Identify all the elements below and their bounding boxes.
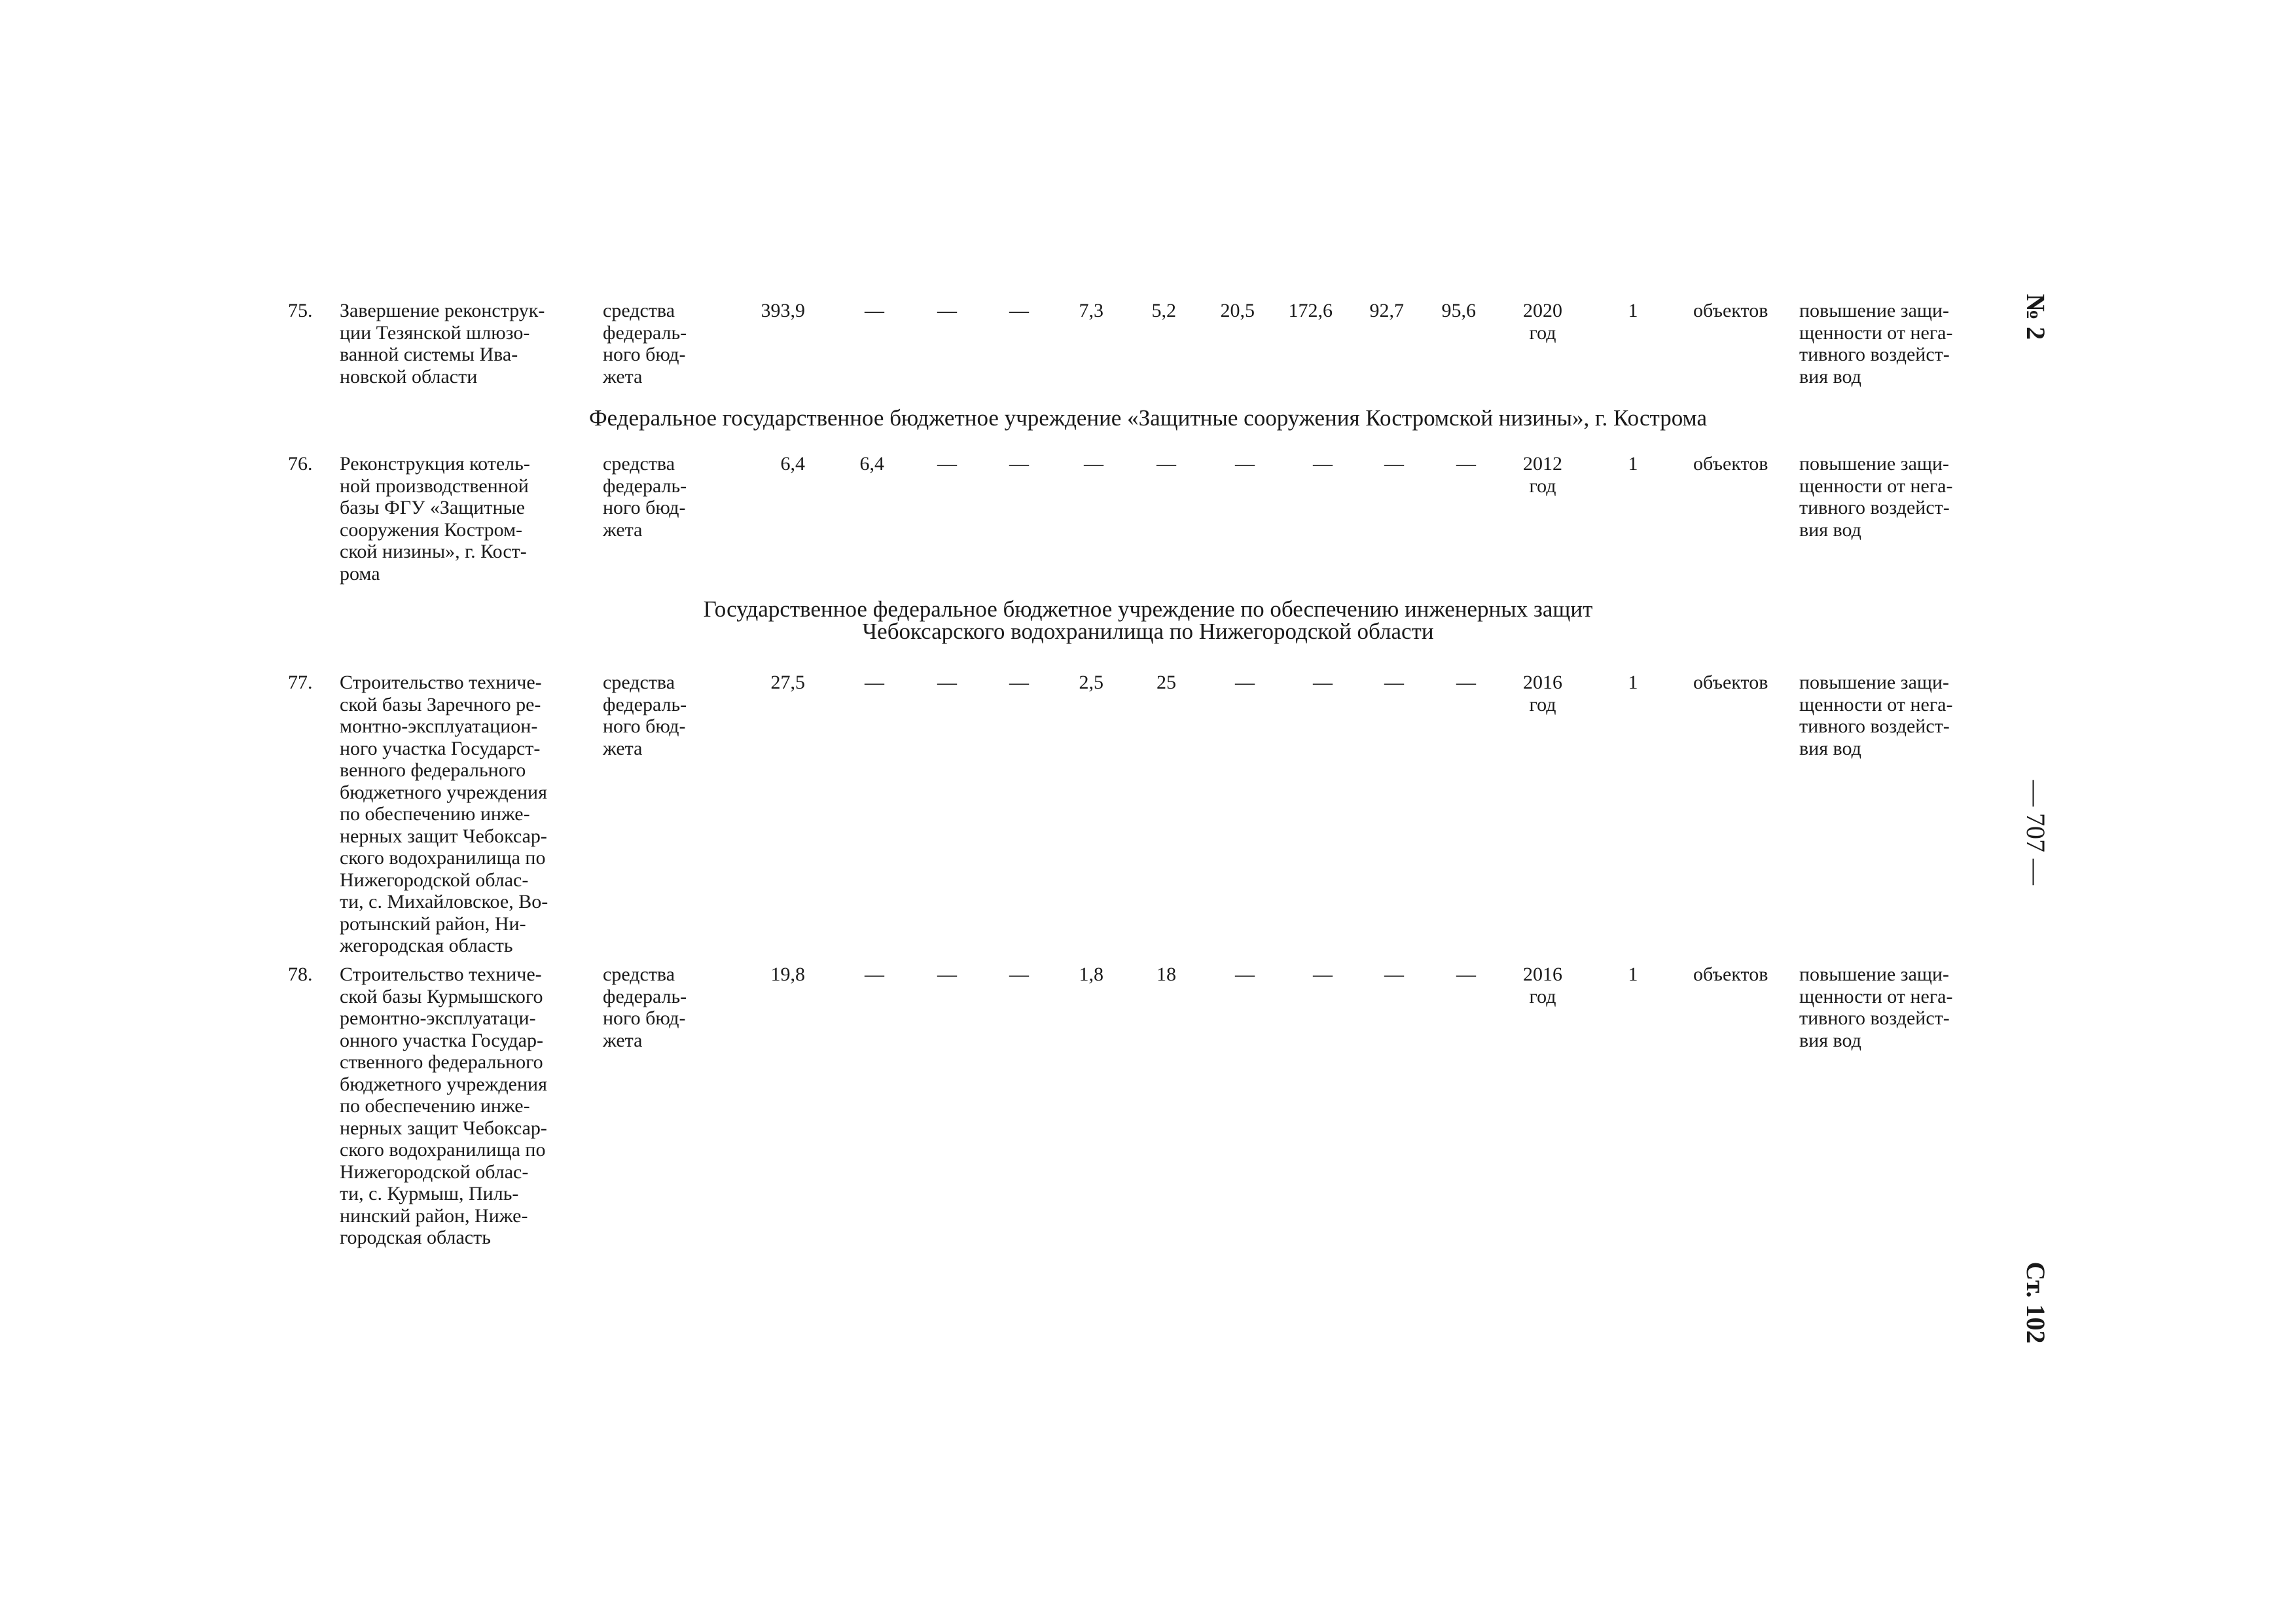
funding-value: 6,4 (859, 453, 884, 475)
page-number: — 707 — (2021, 780, 2051, 885)
measure-name-line: ванной системы Ива- (340, 344, 518, 365)
funding-value: — (1456, 964, 1476, 985)
expected-result-line: щенности от нега- (1799, 985, 1953, 1007)
funding-value: 20,5 (1220, 300, 1255, 321)
funding-source-line: жета (603, 365, 643, 388)
row-number: 77. (288, 672, 313, 693)
expected-result-line: тивного воздейст- (1799, 344, 1950, 365)
unit-label: объектов (1693, 453, 1768, 475)
measure-name-line: бюджетного учреждения (340, 781, 547, 803)
expected-result-line: повышение защи- (1799, 300, 1950, 321)
section-heading: Федеральное государственное бюджетное учреждение «Защитные сооружения Костромской низины», г. Кострома (589, 405, 1707, 431)
funding-value: — (1157, 453, 1176, 475)
funding-value: — (1313, 964, 1333, 985)
funding-value: 172,6 (1288, 300, 1333, 321)
measure-name-line: ской низины», г. Кост- (340, 541, 527, 562)
unit-label: объектов (1693, 300, 1768, 321)
funding-value: 18 (1157, 964, 1176, 985)
funding-value: 393,9 (761, 300, 805, 321)
expected-result-line: повышение защи- (1799, 964, 1950, 985)
object-count: 1 (1628, 672, 1638, 693)
measure-name-line: бюджетного учреждения (340, 1073, 547, 1095)
funding-source-line: средства (603, 964, 675, 985)
measure-name-line: нинский район, Ниже- (340, 1204, 528, 1227)
measure-name-line: по обеспечению инже- (340, 803, 530, 825)
measure-name-line: нерных защит Чебоксар- (340, 825, 547, 847)
funding-value: — (1313, 672, 1333, 693)
funding-source-line: федераль- (603, 475, 687, 497)
row-number: 75. (288, 300, 313, 321)
measure-name-line: ного участка Государст- (340, 737, 541, 759)
funding-value: — (1313, 453, 1333, 475)
funding-value: 1,8 (1079, 964, 1103, 985)
funding-value: 2,5 (1079, 672, 1103, 693)
completion-year: год (1529, 475, 1556, 497)
funding-value: — (937, 964, 957, 985)
funding-value: — (1456, 672, 1476, 693)
funding-value: 95,6 (1441, 300, 1476, 321)
measure-name-line: нерных защит Чебоксар- (340, 1117, 547, 1139)
issue-number: № 2 (2021, 293, 2051, 340)
measure-name-line: ской базы Заречного ре- (340, 693, 541, 715)
row-number: 76. (288, 453, 313, 475)
section-heading: Чебоксарского водохранилища по Нижегородской области (862, 619, 1434, 644)
measure-name-line: Нижегородской облас- (340, 1161, 529, 1183)
measure-name-line: онного участка Государ- (340, 1029, 543, 1051)
article-number: Ст. 102 (2021, 1261, 2051, 1344)
object-count: 1 (1628, 453, 1638, 475)
funding-source-line: средства (603, 453, 675, 475)
funding-value: 5,2 (1151, 300, 1176, 321)
object-count: 1 (1628, 964, 1638, 985)
funding-source-line: ного бюд- (603, 344, 686, 365)
measure-name-line: ной производственной (340, 475, 529, 497)
funding-value: — (1456, 453, 1476, 475)
funding-source-line: федераль- (603, 985, 687, 1007)
funding-value: — (1009, 300, 1029, 321)
completion-year: год (1529, 321, 1556, 344)
expected-result-line: тивного воздейст- (1799, 1007, 1950, 1029)
funding-value: — (1009, 672, 1029, 693)
measure-name-line: новской области (340, 365, 478, 388)
measure-name-line: ции Тезянской шлюзо- (340, 321, 530, 344)
completion-year: 2020 (1523, 300, 1562, 321)
measure-name-line: монтно-эксплуатацион- (340, 715, 538, 737)
expected-result-line: щенности от нега- (1799, 475, 1953, 497)
funding-value: — (937, 453, 957, 475)
funding-value: — (1009, 453, 1029, 475)
expected-result-line: тивного воздейст- (1799, 715, 1950, 737)
measure-name-line: ственного федерального (340, 1051, 543, 1073)
funding-value: — (1084, 453, 1103, 475)
completion-year: 2012 (1523, 453, 1562, 475)
funding-value: 92,7 (1369, 300, 1404, 321)
completion-year: год (1529, 693, 1556, 715)
funding-source-line: жета (603, 1029, 643, 1051)
funding-value: 6,4 (780, 453, 805, 475)
measure-name-line: Завершение реконструк- (340, 300, 545, 321)
measure-name-line: Реконструкция котель- (340, 453, 530, 475)
section-heading: Государственное федеральное бюджетное учреждение по обеспечению инженерных защит (703, 596, 1593, 622)
funding-value: — (937, 672, 957, 693)
expected-result-line: вия вод (1799, 1029, 1861, 1051)
funding-source-line: жета (603, 518, 643, 541)
funding-value: — (1384, 453, 1404, 475)
measure-name-line: венного федерального (340, 759, 526, 781)
funding-value: 27,5 (770, 672, 805, 693)
funding-value: 7,3 (1079, 300, 1103, 321)
measure-name-line: ского водохранилища по (340, 1139, 546, 1161)
expected-result-line: вия вод (1799, 518, 1861, 541)
row-number: 78. (288, 964, 313, 985)
funding-source-line: федераль- (603, 321, 687, 344)
funding-value: — (865, 672, 884, 693)
measure-name-line: рома (340, 562, 380, 585)
funding-value: — (1235, 672, 1255, 693)
expected-result-line: вия вод (1799, 737, 1861, 759)
funding-value: — (1009, 964, 1029, 985)
measure-name-line: жегородская область (340, 935, 513, 956)
funding-value: — (865, 300, 884, 321)
completion-year: 2016 (1523, 964, 1562, 985)
measure-name-line: по обеспечению инже- (340, 1095, 530, 1117)
completion-year: год (1529, 985, 1556, 1007)
funding-source-line: ного бюд- (603, 715, 686, 737)
funding-value: — (1235, 453, 1255, 475)
funding-value: — (1235, 964, 1255, 985)
measure-name-line: базы ФГУ «Защитные (340, 497, 526, 518)
expected-result-line: повышение защи- (1799, 672, 1950, 693)
funding-source-line: жета (603, 737, 643, 759)
measure-name-line: ротынский район, Ни- (340, 912, 526, 935)
expected-result-line: щенности от нега- (1799, 693, 1953, 715)
measure-name-line: сооружения Костром- (340, 518, 523, 541)
funding-source-line: средства (603, 300, 675, 321)
expected-result-line: повышение защи- (1799, 453, 1950, 475)
expected-result-line: вия вод (1799, 365, 1861, 388)
measure-name-line: ского водохранилища по (340, 847, 546, 869)
object-count: 1 (1628, 300, 1638, 321)
measure-name-line: Нижегородской облас- (340, 869, 529, 891)
funding-source-line: средства (603, 672, 675, 693)
funding-source-line: федераль- (603, 693, 687, 715)
expected-result-line: щенности от нега- (1799, 321, 1953, 344)
measure-name-line: ти, с. Михайловское, Во- (340, 891, 548, 912)
unit-label: объектов (1693, 672, 1768, 693)
measure-name-line: ской базы Курмышского (340, 985, 543, 1007)
funding-value: 19,8 (770, 964, 805, 985)
funding-source-line: ного бюд- (603, 497, 686, 518)
funding-value: — (1384, 672, 1404, 693)
measure-name-line: Строительство техниче- (340, 672, 542, 693)
unit-label: объектов (1693, 964, 1768, 985)
funding-value: 25 (1157, 672, 1176, 693)
expected-result-line: тивного воздейст- (1799, 497, 1950, 518)
measure-name-line: ремонтно-эксплуатаци- (340, 1007, 536, 1029)
measure-name-line: ти, с. Курмыш, Пиль- (340, 1183, 519, 1204)
completion-year: 2016 (1523, 672, 1562, 693)
funding-value: — (865, 964, 884, 985)
funding-value: — (1384, 964, 1404, 985)
funding-value: — (937, 300, 957, 321)
funding-source-line: ного бюд- (603, 1007, 686, 1029)
measure-name-line: Строительство техниче- (340, 964, 542, 985)
measure-name-line: городская область (340, 1227, 491, 1248)
